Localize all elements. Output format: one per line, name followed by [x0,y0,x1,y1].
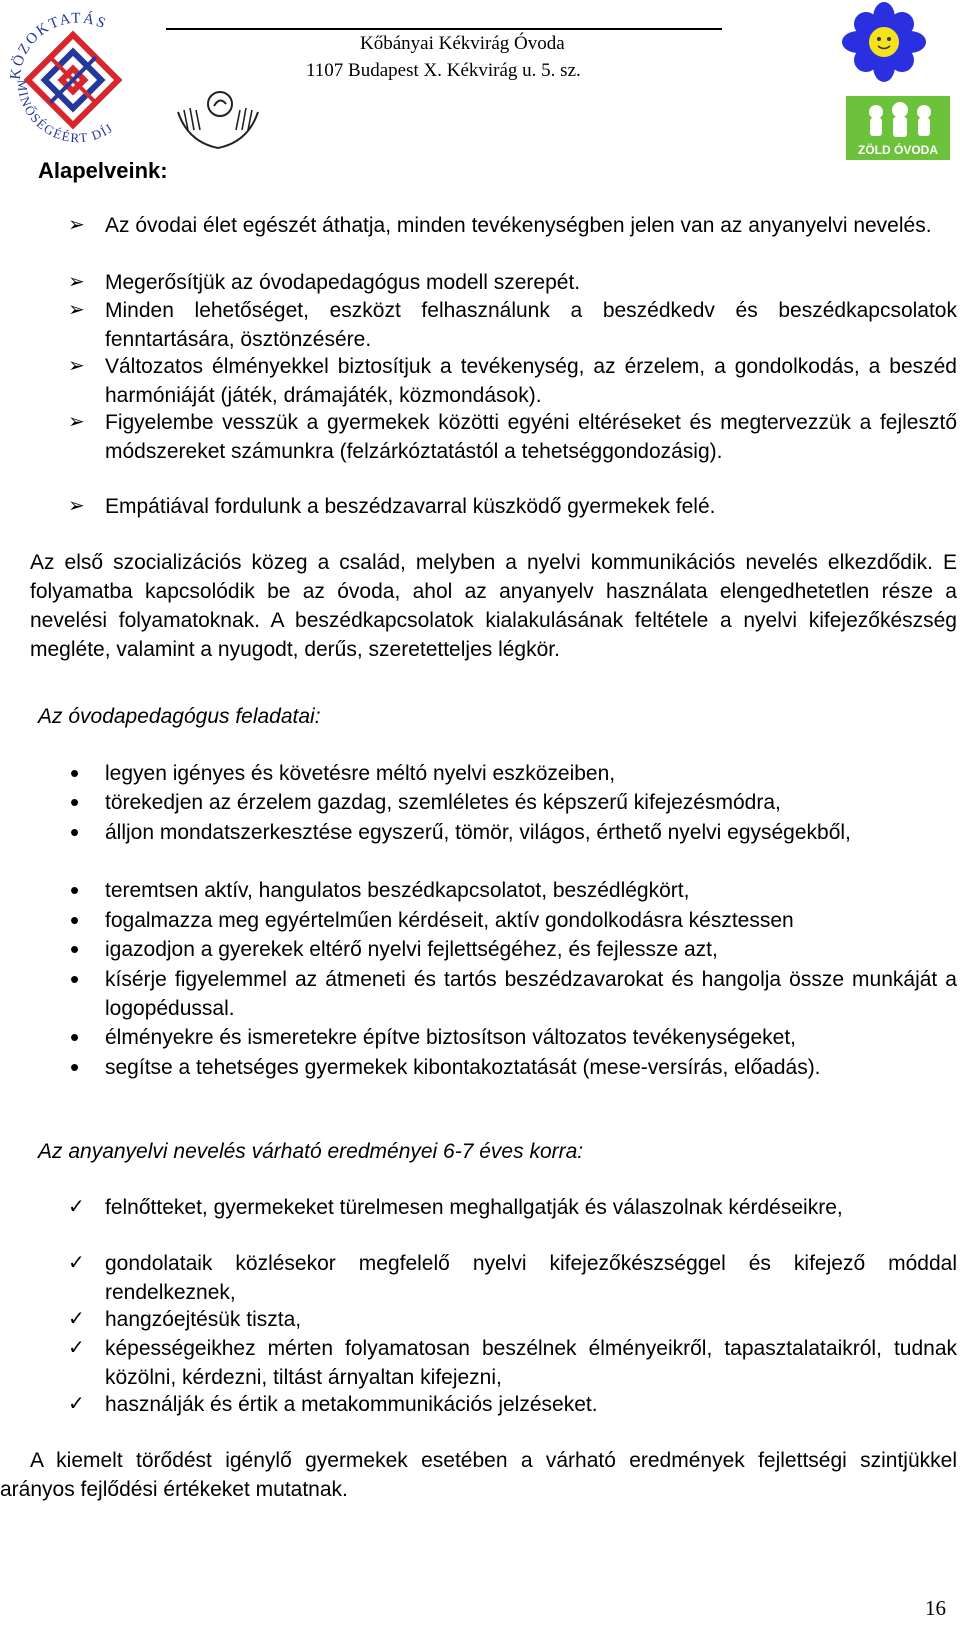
arrow-bullet-icon: ➢ [68,299,85,321]
task-item: kísérje figyelemmel az átmeneti és tartós beszédzavarokat és hangolja össze munkáját a logopédussal. [105,968,957,1020]
quality-award-logo [0,0,150,150]
intro-paragraph: Az első szocializációs közeg a család, melyben a nyelvi kommunikációs nevelés elkezdődik. E folyamatba kapcsolódik be az óvoda, ahol az anyanyelv használata elengedhetetlen része a nevelési folyamatoknak. A beszédkapcsolatok kialakulásának feltétele a nyelvi kifejezőkészség megléte, valamint a nyugodt, derűs, szeretetteljes légkör. [30,551,957,661]
principles-heading: Alapelveink: [38,158,168,183]
arrow-bullet-icon: ➢ [68,495,85,517]
page-number: 16 [925,1596,946,1620]
svg-text:KÖZOKTATÁS: KÖZOKTATÁS [7,10,110,81]
principle-item: Empátiával fordulunk a beszédzavarral küszködő gyermekek felé. [105,495,716,518]
principle-item: Megerősítjük az óvodapedagógus modell szerepét. [105,271,581,294]
task-item: fogalmazza meg egyértelműen kérdéseit, aktív gondolkodásra késztessen [105,909,794,932]
arrow-bullet-icon: ➢ [68,214,85,236]
principle-item: Minden lehetőséget, eszközt felhasználunk a beszédkedv és beszédkapcsolatok fenntartására, ösztönzésére. [105,299,957,351]
bullet-icon: • [70,1022,80,1052]
flower-logo [836,2,932,82]
institution-address: 1107 Budapest X. Kékvirág u. 5. sz. [306,60,581,81]
task-item: élményekre és ismeretekre építve biztosítson változatos tevékenységeket, [105,1026,797,1049]
arrow-bullet-icon: ➢ [68,411,85,433]
bullet-icon: • [70,787,80,817]
bullet-icon: • [70,905,80,935]
checkmark-icon: ✓ [68,1308,85,1330]
bullet-icon: • [70,758,80,788]
bullet-icon: • [70,1052,80,1082]
checkmark-icon: ✓ [68,1252,85,1274]
green-logo-text: ZÖLD ÓVODA [858,143,938,157]
task-item: teremtsen aktív, hangulatos beszédkapcsolatot, beszédlégkört, [105,879,690,902]
arrow-bullet-icon: ➢ [68,271,85,293]
principle-item: Változatos élményekkel biztosítjuk a tevékenység, az érzelem, a gondolkodás, a beszéd harmóniáját (játék, drámajáték, közmondások). [105,355,957,407]
task-item: igazodjon a gyerekek eltérő nyelvi fejlettségéhez, és fejlessze azt, [105,938,718,961]
task-item: álljon mondatszerkesztése egyszerű, tömör, világos, érthető nyelvi egységekből, [105,821,851,844]
checkmark-icon: ✓ [68,1337,85,1359]
result-item: gondolataik közlésekor megfelelő nyelvi kifejezőkészséggel és kifejező móddal rendelkeznek, [105,1252,957,1304]
result-item: hangzóejtésük tiszta, [105,1308,302,1331]
institution-name: Kőbányai Kékvirág Óvoda [360,33,565,54]
task-item: segítse a tehetséges gyermekek kibontakoztatását (mese-versírás, előadás). [105,1056,821,1079]
green-kindergarten-logo [846,96,950,160]
tasks-heading: Az óvodapedagógus feladatai: [38,705,321,728]
bullet-icon: • [70,817,80,847]
svg-text:MINŐSÉGÉÉRT DÍJ: MINŐSÉGÉÉRT DÍJ [14,79,117,146]
results-heading: Az anyanyelvi nevelés várható eredményei 6-7 éves korra: [38,1140,584,1163]
hands-logo [174,82,262,154]
bullet-icon: • [70,875,80,905]
bullet-icon: • [70,934,80,964]
result-item: használják és értik a metakommunikációs jelzéseket. [105,1393,598,1416]
arrow-bullet-icon: ➢ [68,355,85,377]
bullet-icon: • [70,964,80,994]
principle-item: Figyelembe vesszük a gyermekek közötti egyéni eltéréseket és megtervezzük a fejlesztő módszereket számunkra (felzárkóztatástól a tehetséggondozásig). [105,411,957,463]
result-item: felnőtteket, gyermekeket türelmesen meghallgatják és válaszolnak kérdéseikre, [105,1196,843,1219]
final-paragraph: A kiemelt törődést igénylő gyermekek esetében a várható eredmények fejlettségi szintjükkel arányos fejlődési értékeket mutatnak. [0,1449,957,1501]
checkmark-icon: ✓ [68,1393,85,1415]
checkmark-icon: ✓ [68,1196,85,1218]
result-item: képességeikhez mérten folyamatosan beszélnek élményeikről, tapasztalataikról, tudnak közölni, kérdezni, tiltást árnyaltan kifejezni, [105,1337,957,1389]
task-item: törekedjen az érzelem gazdag, szemléletes és képszerű kifejezésmódra, [105,791,781,814]
task-item: legyen igényes és követésre méltó nyelvi eszközeiben, [105,762,616,785]
principle-item: Az óvodai élet egészét áthatja, minden tevékenységben jelen van az anyanyelvi nevelés. [105,214,932,237]
